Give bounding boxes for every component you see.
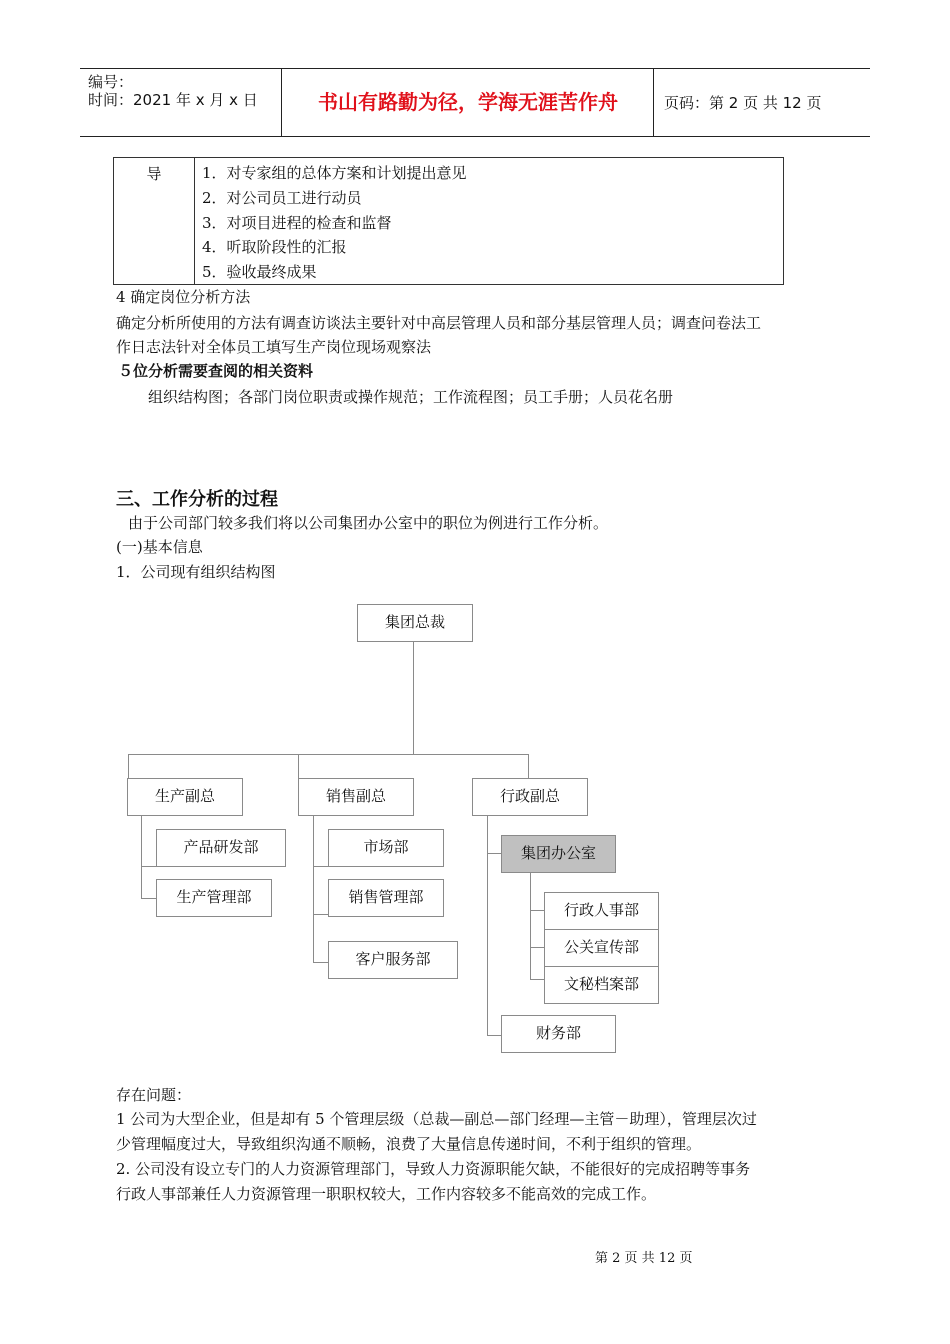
connector-line bbox=[128, 754, 529, 755]
header-number: 编号： bbox=[88, 73, 134, 91]
org-box-pr: 公关宣传部 bbox=[544, 929, 659, 967]
org-box-vp-production: 生产副总 bbox=[127, 778, 243, 816]
section5-text: 组织结构图；各部门岗位职责或操作规范；工作流程图；员工手册；人员花名册 bbox=[148, 388, 674, 406]
org-box-production-mgmt: 生产管理部 bbox=[156, 879, 272, 917]
connector-line bbox=[141, 898, 156, 899]
problem1-line1: 1 公司为大型企业，但是却有 5 个管理层级（总裁—副总—部门经理—主管－助理），管理层次过 bbox=[116, 1110, 757, 1128]
org-box-secretary: 文秘档案部 bbox=[544, 966, 659, 1004]
connector-line bbox=[487, 1035, 501, 1036]
section3-intro: 由于公司部门较多我们将以公司集团办公室中的职位为例进行工作分析。 bbox=[128, 514, 609, 532]
problem2-line2: 行政人事部兼任人力资源管理一职职权较大，工作内容较多不能高效的完成工作。 bbox=[116, 1185, 657, 1203]
connector-line bbox=[530, 873, 531, 979]
header-time: 时间：2021 年 x 月 x 日 bbox=[88, 91, 258, 109]
section3-subheading-org-chart: 1．公司现有组织结构图 bbox=[116, 563, 276, 581]
list-item: 3．对项目进程的检查和监督 bbox=[202, 213, 392, 232]
connector-line bbox=[530, 947, 544, 948]
connector-line bbox=[313, 914, 328, 915]
connector-line bbox=[313, 816, 314, 962]
connector-line bbox=[487, 853, 501, 854]
connector-line bbox=[530, 979, 544, 980]
org-box-finance: 财务部 bbox=[501, 1015, 616, 1053]
org-box-vp-admin: 行政副总 bbox=[472, 778, 588, 816]
org-box-admin-hr: 行政人事部 bbox=[544, 892, 659, 930]
connector-line bbox=[413, 641, 414, 754]
org-box-group-office: 集团办公室 bbox=[501, 835, 616, 873]
connector-line bbox=[128, 754, 129, 778]
connector-line bbox=[487, 816, 488, 1036]
connector-line bbox=[298, 754, 299, 778]
header-motto: 书山有路勤为径，学海无涯苦作舟 bbox=[318, 90, 618, 114]
connector-line bbox=[313, 962, 328, 963]
leader-duty-table bbox=[113, 157, 784, 285]
section3-heading: 三、工作分析的过程 bbox=[116, 489, 278, 510]
org-box-ceo: 集团总裁 bbox=[357, 604, 473, 642]
header-page-code: 页码：第 2 页 共 12 页 bbox=[664, 94, 822, 112]
table-left-cell: 导 bbox=[146, 165, 162, 183]
org-box-vp-sales: 销售副总 bbox=[298, 778, 414, 816]
org-box-rd: 产品研发部 bbox=[156, 829, 286, 867]
connector-line bbox=[530, 910, 544, 911]
list-item: 5．验收最终成果 bbox=[202, 263, 317, 282]
page-footer: 第 2 页 共 12 页 bbox=[595, 1251, 693, 1266]
section5-heading: ５位分析需要查阅的相关资料 bbox=[118, 362, 314, 380]
section4-heading: 4 确定岗位分析方法 bbox=[116, 288, 251, 306]
problems-heading: 存在问题： bbox=[116, 1086, 192, 1104]
list-item: 1．对专家组的总体方案和计划提出意见 bbox=[202, 164, 467, 182]
section4-text-line1: 确定分析所使用的方法有调查访谈法主要针对中高层管理人员和部分基层管理人员；调查问卷法工 bbox=[116, 314, 762, 332]
section4-text-line2: 作日志法针对全体员工填写生产岗位现场观察法 bbox=[116, 338, 432, 356]
connector-line bbox=[528, 754, 529, 778]
table-item-list bbox=[202, 161, 467, 285]
org-box-sales-mgmt: 销售管理部 bbox=[328, 879, 444, 917]
problem2-line1: 2. 公司没有设立专门的人力资源管理部门，导致人力资源职能欠缺，不能很好的完成招聘等事务 bbox=[116, 1160, 751, 1178]
connector-line bbox=[141, 816, 142, 898]
table-divider bbox=[194, 158, 195, 284]
list-item: 4．听取阶段性的汇报 bbox=[202, 238, 347, 257]
problem1-line2: 少管理幅度过大，导致组织沟通不顺畅，浪费了大量信息传递时间，不利于组织的管理。 bbox=[116, 1135, 702, 1153]
org-box-market: 市场部 bbox=[328, 829, 444, 867]
connector-line bbox=[313, 866, 328, 867]
list-item: 2．对公司员工进行动员 bbox=[202, 188, 362, 207]
connector-line bbox=[141, 866, 156, 867]
section3-subheading-basic-info: (一)基本信息 bbox=[116, 538, 203, 556]
org-box-customer-service: 客户服务部 bbox=[328, 941, 458, 979]
